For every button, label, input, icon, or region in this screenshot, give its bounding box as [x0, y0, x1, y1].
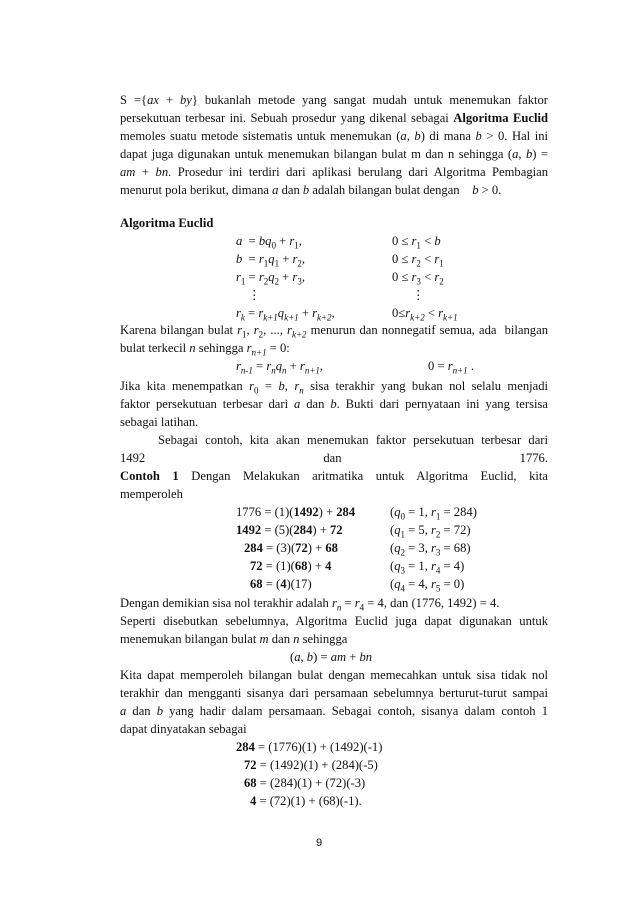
- algo-eq-1: $a = bq_0 + r_1$,: [236, 234, 302, 251]
- example-eq-4: 72 = (1)(68) + 4: [250, 559, 332, 573]
- p3-line-3: sebagai latihan.: [120, 415, 199, 429]
- algo-cond-2: $0 \le r_2 < r_1$: [392, 252, 444, 269]
- algo-eq-3: $r_1 = r_2q_2 + r_3$,: [236, 270, 305, 287]
- p4-line-2: Seperti disebutkan sebelumnya, Algoritma Euclid juga dapat digunakan untuk: [120, 614, 548, 628]
- final-eq: $r_{n-1} = r_nq_n + r_{n+1}$,: [236, 359, 324, 376]
- remainder-eq-4: 4 = (72)(1) + (68)(-1).: [250, 794, 362, 808]
- p4-line-1: Dengan demikian sisa nol terakhir adalah $r_n = r_4 = 4$, dan (1776, 1492) = 4.: [120, 596, 500, 613]
- p3-line-6: Contoh 1 Dengan Melakukan aritmatika untuk Algoritma Euclid, kita: [120, 469, 548, 483]
- p2-line-2: bulat terkecil n sehingga $r_{n+1} = 0$:: [120, 341, 290, 358]
- algo-cond-3: $0 \le r_3 < r_2$: [392, 270, 444, 287]
- p1-line-4: dapat juga digunakan untuk menemukan bilangan bulat m dan n sehingga (a, b) =: [120, 147, 548, 161]
- page-number: 9: [315, 837, 323, 849]
- example-eq-2: 1492 = (5)(284) + 72: [236, 523, 343, 537]
- algo-eq-k: $r_k = r_{k+1}q_{k+1} + r_{k+2}$,: [236, 306, 335, 323]
- algo-cond-k: $0\le r_{k+2} < r_{k+1}$: [392, 306, 458, 323]
- p5-line-2: terakhir dan mengganti sisanya dari persamaan sebelumnya berturut-turut sampai: [120, 686, 548, 700]
- example-note-1: ($q_0 = 1$, $r_1 = 284$): [390, 505, 477, 522]
- algo-vdots-2: ⋮: [412, 288, 425, 302]
- final-cond: $0 = r_{n+1}$ .: [428, 359, 474, 376]
- example-note-5: ($q_4 = 4$, $r_5 = 0$): [390, 577, 465, 594]
- remainder-eq-2: 72 = (1492)(1) + (284)(-5): [244, 758, 378, 772]
- p3-line-2: faktor persekutuan terbesar dari a dan b. Bukti dari pernyataan ini yang tersisa: [120, 397, 548, 411]
- p3-line-4: Sebagai contoh, kita akan menemukan faktor persekutuan terbesar dari: [158, 433, 548, 447]
- p1-line-2: persekutuan terbesar ini. Sebuah prosedur yang dikenal sebagai Algoritma Euclid: [120, 111, 548, 125]
- p5-line-1: Kita dapat memperoleh bilangan bulat dengan memecahkan untuk sisa tidak nol: [120, 668, 548, 682]
- remainder-eq-3: 68 = (284)(1) + (72)(-3): [244, 776, 366, 790]
- p5-line-4: dapat dinyatakan sebagai: [120, 722, 247, 736]
- p3-line-1: Jika kita menempatkan $r_0 = b$, $r_n$ sisa terakhir yang bukan nol selalu menjadi: [120, 379, 549, 396]
- p1-line-3: memoles suatu metode sistematis untuk menemukan (a, b) di mana b > 0. Hal ini: [120, 129, 548, 143]
- p5-line-3: a dan b yang hadir dalam persamaan. Sebagai contoh, sisanya dalam contoh 1: [120, 704, 549, 718]
- example-note-2: ($q_1 = 5$, $r_2 = 72$): [390, 523, 471, 540]
- p1-line-5: am + bn. Prosedur ini terdiri dari aplikasi berulang dari Algoritma Pembagian: [120, 165, 548, 179]
- p1-line-1: S ={ax + by} bukanlah metode yang sangat mudah untuk menemukan faktor: [120, 93, 548, 107]
- algo-heading: Algoritma Euclid: [120, 216, 214, 230]
- p4-line-3: menemukan bilangan bulat m dan n sehingga: [120, 632, 348, 646]
- algo-cond-1: $0 \le r_1 < b$: [392, 234, 441, 251]
- example-note-3: ($q_2 = 3$, $r_3 = 68$): [390, 541, 471, 558]
- center-eq: (a, b) = am + bn: [290, 650, 373, 664]
- algo-eq-2: $b = r_1q_1 + r_2$,: [236, 252, 306, 269]
- example-note-4: ($q_3 = 1$, $r_4 = 4$): [390, 559, 465, 576]
- example-eq-1: 1776 = (1)(1492) + 284: [236, 505, 356, 519]
- p3-line-5: 1492 dan 1776.: [120, 451, 548, 465]
- example-eq-3: 284 = (3)(72) + 68: [244, 541, 338, 555]
- p1-line-6: menurut pola berikut, dimana a dan b adalah bilangan bulat dengan b > 0.: [120, 183, 502, 197]
- p3-line-7: memperoleh: [120, 487, 183, 501]
- example-eq-5: 68 = (4)(17): [250, 577, 312, 591]
- remainder-eq-1: 284 = (1776)(1) + (1492)(-1): [236, 740, 383, 754]
- algo-vdots-1: ⋮: [248, 288, 261, 302]
- p2-line-1: Karena bilangan bulat $r_1$, $r_2$, ..., $r_{k+2}$ menurun dan nonnegatif semua, ada bilangan: [120, 323, 548, 340]
